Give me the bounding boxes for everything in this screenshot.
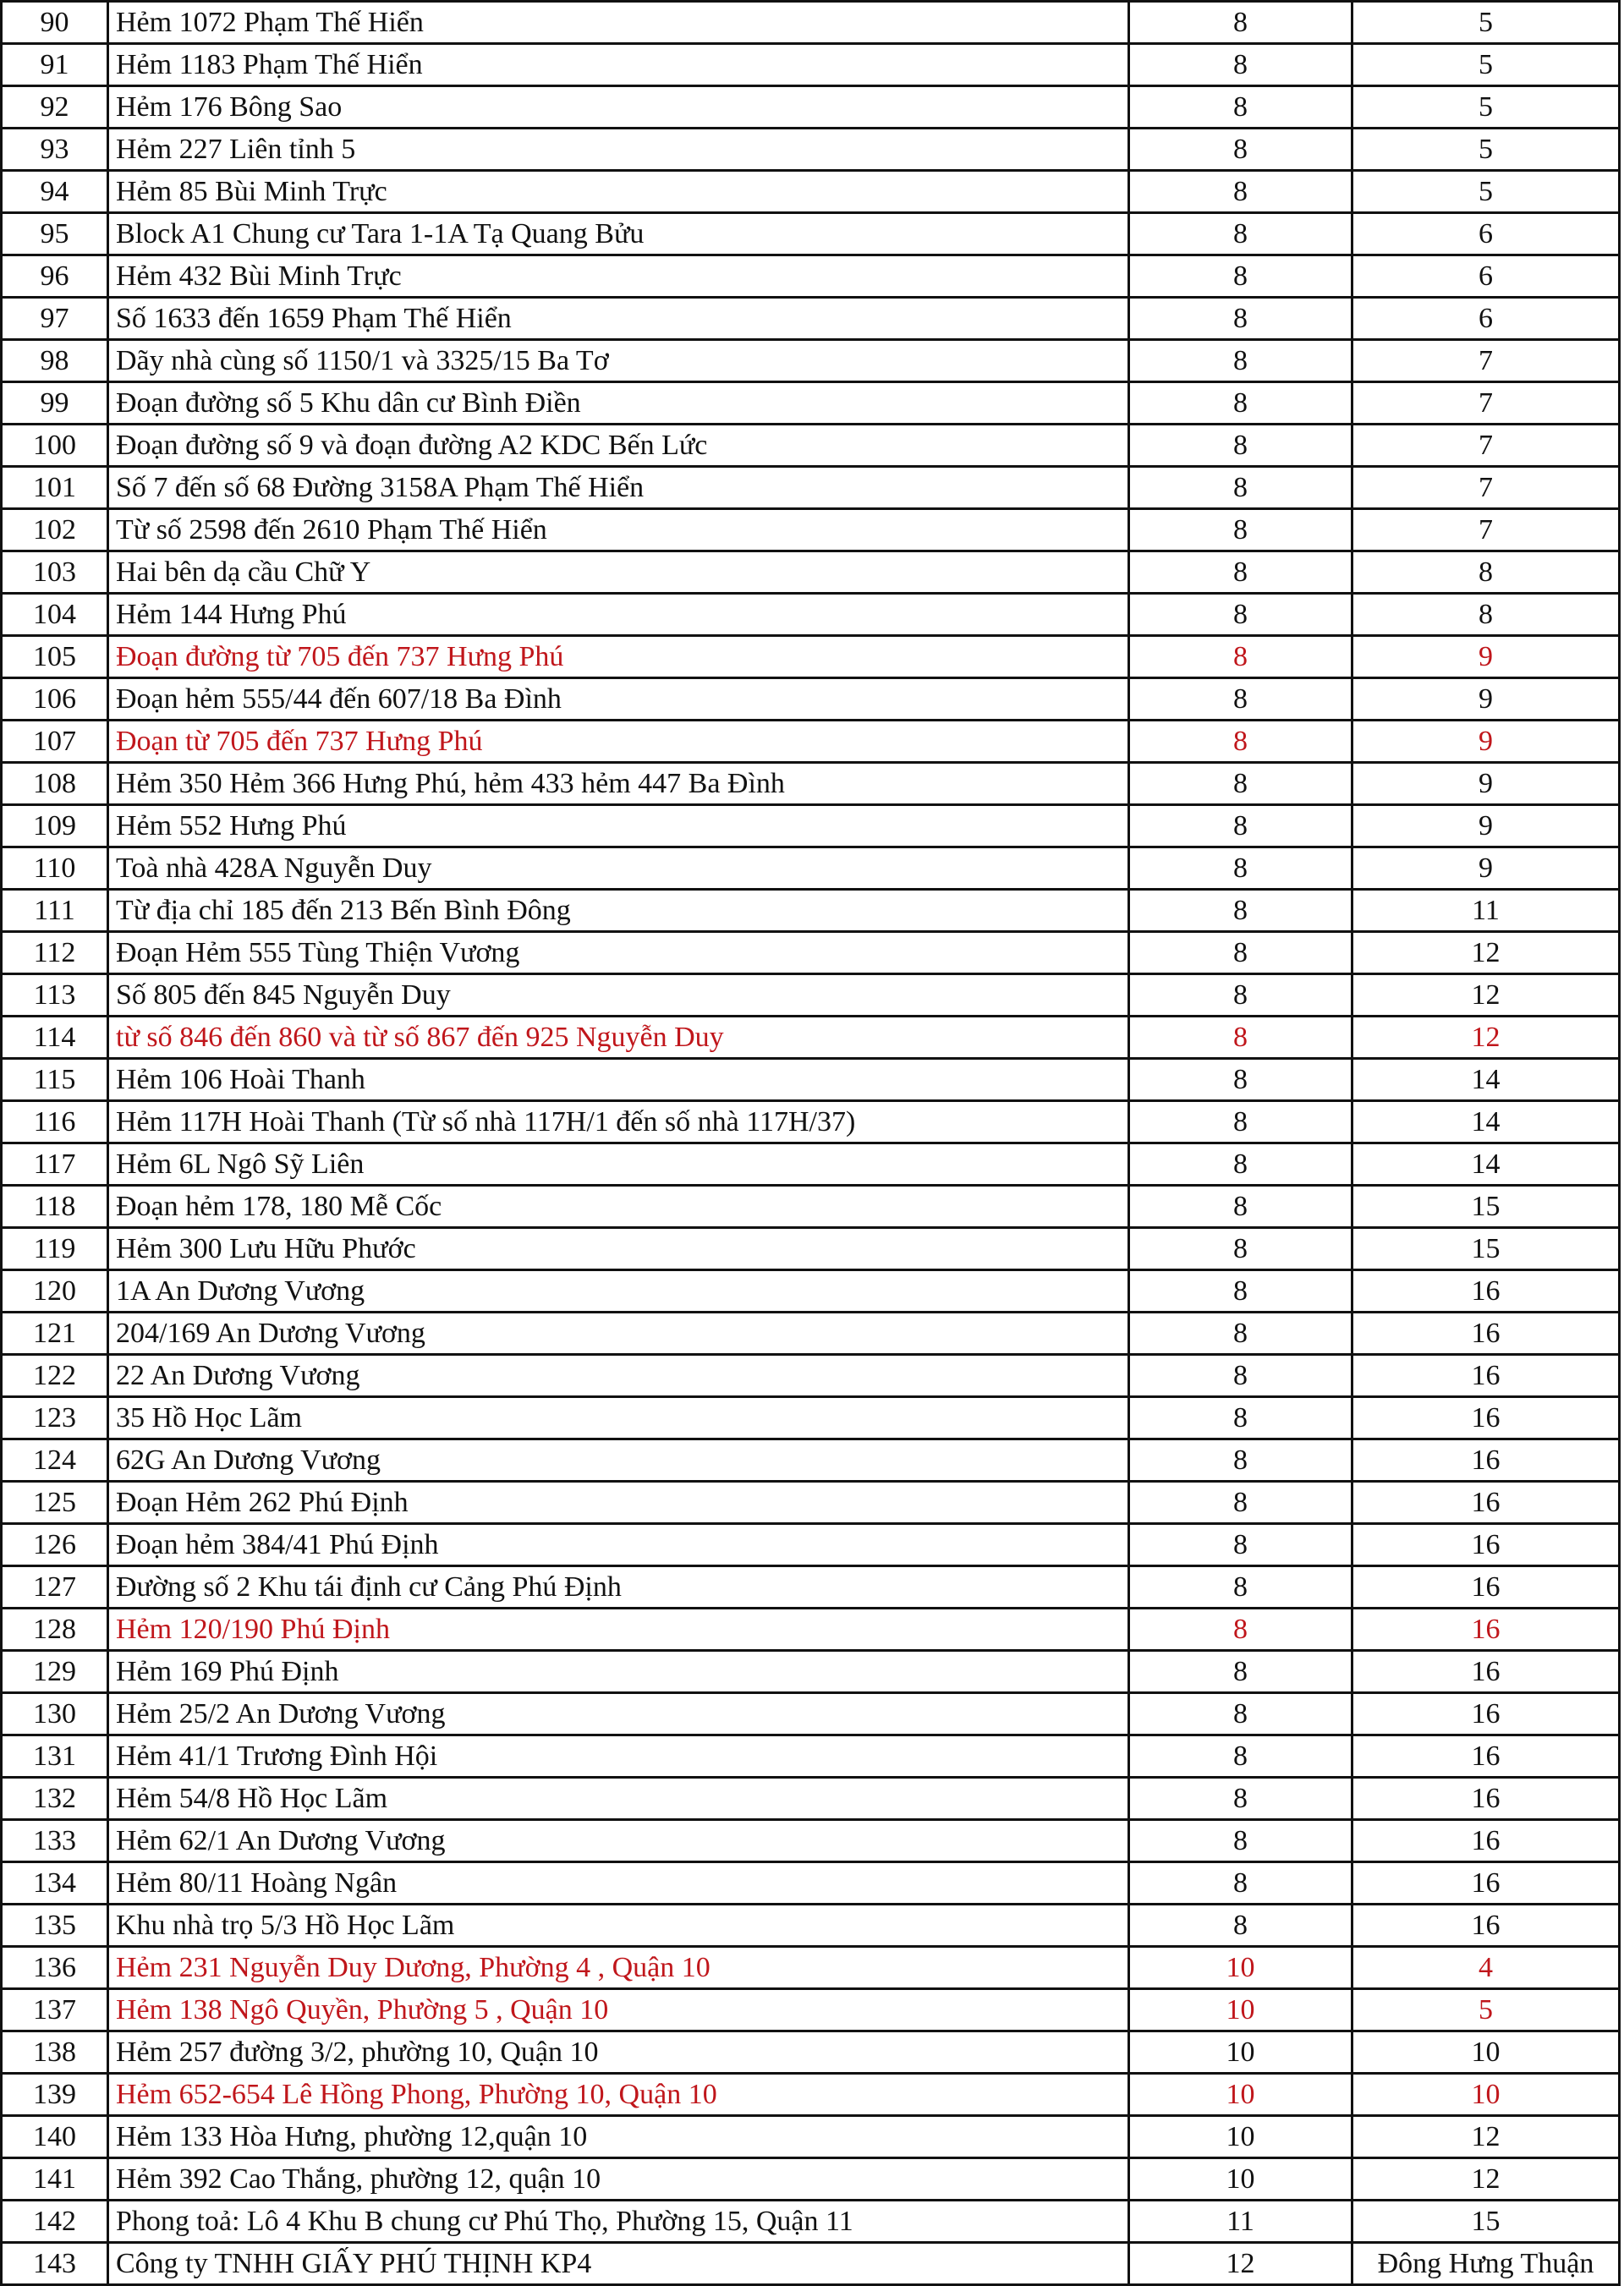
row-number-cell: 140 <box>2 2116 108 2158</box>
location-cell: Khu nhà trọ 5/3 Hồ Học Lãm <box>108 1905 1129 1947</box>
location-cell: Đoạn hẻm 555/44 đến 607/18 Ba Đình <box>108 678 1129 721</box>
table-row <box>2 2243 1620 2285</box>
location-cell: Hẻm 106 Hoài Thanh <box>108 1059 1129 1101</box>
table-row <box>2 1693 1620 1735</box>
table-row <box>2 594 1620 636</box>
ward-cell: 16 <box>1352 1439 1620 1482</box>
row-number-cell: 142 <box>2 2201 108 2243</box>
ward-cell: 7 <box>1352 467 1620 509</box>
table-row <box>2 1524 1620 1566</box>
table-row <box>2 340 1620 382</box>
district-cell: 8 <box>1129 594 1352 636</box>
ward-cell: 6 <box>1352 213 1620 255</box>
row-number-cell: 123 <box>2 1397 108 1439</box>
table-row <box>2 425 1620 467</box>
ward-cell: 16 <box>1352 1820 1620 1862</box>
ward-cell: 5 <box>1352 44 1620 86</box>
row-number-cell: 122 <box>2 1355 108 1397</box>
district-cell: 8 <box>1129 129 1352 171</box>
ward-cell: 11 <box>1352 890 1620 932</box>
table-body <box>2 2 1620 2285</box>
location-cell: Hẻm 117H Hoài Thanh (Từ số nhà 117H/1 đến số nhà 117H/37) <box>108 1101 1129 1143</box>
location-cell: Số 1633 đến 1659 Phạm Thế Hiển <box>108 298 1129 340</box>
location-cell: Hẻm 176 Bông Sao <box>108 86 1129 129</box>
location-cell: 204/169 An Dương Vương <box>108 1313 1129 1355</box>
ward-cell: 10 <box>1352 2074 1620 2116</box>
ward-cell: 6 <box>1352 255 1620 298</box>
row-number-cell: 119 <box>2 1228 108 1270</box>
location-cell: Hẻm 300 Lưu Hữu Phước <box>108 1228 1129 1270</box>
table-row <box>2 636 1620 678</box>
location-cell: Hẻm 1072 Phạm Thế Hiển <box>108 2 1129 44</box>
location-cell: Hẻm 1183 Phạm Thế Hiển <box>108 44 1129 86</box>
location-cell: Hẻm 652-654 Lê Hồng Phong, Phường 10, Quận 10 <box>108 2074 1129 2116</box>
row-number-cell: 118 <box>2 1186 108 1228</box>
ward-cell: 14 <box>1352 1143 1620 1186</box>
location-cell: Hẻm 350 Hẻm 366 Hưng Phú, hẻm 433 hẻm 447 Ba Đình <box>108 763 1129 805</box>
row-number-cell: 96 <box>2 255 108 298</box>
row-number-cell: 138 <box>2 2031 108 2074</box>
location-cell: Toà nhà 428A Nguyễn Duy <box>108 847 1129 890</box>
row-number-cell: 101 <box>2 467 108 509</box>
location-cell: Hẻm 80/11 Hoàng Ngân <box>108 1862 1129 1905</box>
row-number-cell: 139 <box>2 2074 108 2116</box>
table-row <box>2 847 1620 890</box>
table-row <box>2 2 1620 44</box>
table-row <box>2 1355 1620 1397</box>
table-row <box>2 86 1620 129</box>
district-cell: 8 <box>1129 1397 1352 1439</box>
table-row <box>2 1651 1620 1693</box>
ward-cell: 16 <box>1352 1862 1620 1905</box>
location-cell: 22 An Dương Vương <box>108 1355 1129 1397</box>
location-cell: Hẻm 231 Nguyễn Duy Dương, Phường 4 , Quận 10 <box>108 1947 1129 1989</box>
location-cell: Đoạn Hẻm 555 Tùng Thiện Vương <box>108 932 1129 974</box>
district-cell: 8 <box>1129 974 1352 1017</box>
location-cell: Hẻm 62/1 An Dương Vương <box>108 1820 1129 1862</box>
table-row <box>2 805 1620 847</box>
ward-cell: 9 <box>1352 636 1620 678</box>
district-cell: 8 <box>1129 1609 1352 1651</box>
district-cell: 8 <box>1129 1101 1352 1143</box>
row-number-cell: 126 <box>2 1524 108 1566</box>
location-cell: Hẻm 120/190 Phú Định <box>108 1609 1129 1651</box>
location-cell: Hẻm 133 Hòa Hưng, phường 12,quận 10 <box>108 2116 1129 2158</box>
row-number-cell: 97 <box>2 298 108 340</box>
ward-cell: 9 <box>1352 805 1620 847</box>
location-cell: từ số 846 đến 860 và từ số 867 đến 925 Nguyễn Duy <box>108 1017 1129 1059</box>
ward-cell: 9 <box>1352 847 1620 890</box>
ward-cell: 16 <box>1352 1905 1620 1947</box>
ward-cell: 5 <box>1352 129 1620 171</box>
table-row <box>2 1609 1620 1651</box>
district-cell: 8 <box>1129 1270 1352 1313</box>
location-cell: Số 805 đến 845 Nguyễn Duy <box>108 974 1129 1017</box>
district-cell: 8 <box>1129 1820 1352 1862</box>
table-row <box>2 213 1620 255</box>
ward-cell: 16 <box>1352 1524 1620 1566</box>
table-row <box>2 763 1620 805</box>
row-number-cell: 129 <box>2 1651 108 1693</box>
location-cell: Hẻm 552 Hưng Phú <box>108 805 1129 847</box>
row-number-cell: 130 <box>2 1693 108 1735</box>
row-number-cell: 141 <box>2 2158 108 2201</box>
row-number-cell: 106 <box>2 678 108 721</box>
row-number-cell: 98 <box>2 340 108 382</box>
location-cell: Block A1 Chung cư Tara 1-1A Tạ Quang Bửu <box>108 213 1129 255</box>
location-cell: Số 7 đến số 68 Đường 3158A Phạm Thế Hiển <box>108 467 1129 509</box>
table-row <box>2 1862 1620 1905</box>
table-row <box>2 1778 1620 1820</box>
ward-cell: 16 <box>1352 1566 1620 1609</box>
ward-cell: 16 <box>1352 1270 1620 1313</box>
location-cell: Từ số 2598 đến 2610 Phạm Thế Hiển <box>108 509 1129 551</box>
location-cell: Từ địa chỉ 185 đến 213 Bến Bình Đông <box>108 890 1129 932</box>
ward-cell: 16 <box>1352 1313 1620 1355</box>
table-row <box>2 1989 1620 2031</box>
ward-cell: 16 <box>1352 1397 1620 1439</box>
district-cell: 8 <box>1129 1143 1352 1186</box>
table-row <box>2 1313 1620 1355</box>
table-row <box>2 1270 1620 1313</box>
table-row <box>2 129 1620 171</box>
row-number-cell: 108 <box>2 763 108 805</box>
district-cell: 8 <box>1129 551 1352 594</box>
row-number-cell: 117 <box>2 1143 108 1186</box>
row-number-cell: 115 <box>2 1059 108 1101</box>
district-cell: 10 <box>1129 2116 1352 2158</box>
location-cell: Đoạn hẻm 384/41 Phú Định <box>108 1524 1129 1566</box>
row-number-cell: 132 <box>2 1778 108 1820</box>
ward-cell: 15 <box>1352 1186 1620 1228</box>
ward-cell: 9 <box>1352 721 1620 763</box>
location-cell: 62G An Dương Vương <box>108 1439 1129 1482</box>
row-number-cell: 103 <box>2 551 108 594</box>
ward-cell: 12 <box>1352 974 1620 1017</box>
ward-cell: 6 <box>1352 298 1620 340</box>
row-number-cell: 100 <box>2 425 108 467</box>
ward-cell: 7 <box>1352 509 1620 551</box>
location-cell: Hẻm 138 Ngô Quyền, Phường 5 , Quận 10 <box>108 1989 1129 2031</box>
table-row <box>2 171 1620 213</box>
ward-cell: 15 <box>1352 2201 1620 2243</box>
district-cell: 8 <box>1129 1862 1352 1905</box>
row-number-cell: 111 <box>2 890 108 932</box>
row-number-cell: 105 <box>2 636 108 678</box>
location-cell: Đoạn đường số 9 và đoạn đường A2 KDC Bến Lức <box>108 425 1129 467</box>
table-row <box>2 1101 1620 1143</box>
district-cell: 8 <box>1129 1778 1352 1820</box>
row-number-cell: 99 <box>2 382 108 425</box>
district-cell: 8 <box>1129 805 1352 847</box>
ward-cell: 7 <box>1352 340 1620 382</box>
ward-cell: 7 <box>1352 382 1620 425</box>
district-cell: 10 <box>1129 2031 1352 2074</box>
district-cell: 8 <box>1129 425 1352 467</box>
district-cell: 8 <box>1129 932 1352 974</box>
ward-cell: 9 <box>1352 678 1620 721</box>
ward-cell: 15 <box>1352 1228 1620 1270</box>
ward-cell: 14 <box>1352 1101 1620 1143</box>
table-row <box>2 890 1620 932</box>
district-cell: 8 <box>1129 255 1352 298</box>
district-cell: 10 <box>1129 1947 1352 1989</box>
district-cell: 8 <box>1129 721 1352 763</box>
row-number-cell: 137 <box>2 1989 108 2031</box>
row-number-cell: 104 <box>2 594 108 636</box>
row-number-cell: 134 <box>2 1862 108 1905</box>
row-number-cell: 121 <box>2 1313 108 1355</box>
ward-cell: 5 <box>1352 1989 1620 2031</box>
location-cell: Hẻm 227 Liên tỉnh 5 <box>108 129 1129 171</box>
location-cell: Công ty TNHH GIẤY PHÚ THỊNH KP4 <box>108 2243 1129 2285</box>
location-cell: 35 Hồ Học Lãm <box>108 1397 1129 1439</box>
location-cell: Đoạn đường số 5 Khu dân cư Bình Điền <box>108 382 1129 425</box>
row-number-cell: 112 <box>2 932 108 974</box>
district-cell: 8 <box>1129 1017 1352 1059</box>
table-row <box>2 255 1620 298</box>
row-number-cell: 133 <box>2 1820 108 1862</box>
table-row <box>2 44 1620 86</box>
row-number-cell: 128 <box>2 1609 108 1651</box>
ward-cell: 8 <box>1352 594 1620 636</box>
district-cell: 8 <box>1129 1651 1352 1693</box>
ward-cell: 5 <box>1352 171 1620 213</box>
ward-cell: 4 <box>1352 1947 1620 1989</box>
location-cell: Đoạn hẻm 178, 180 Mễ Cốc <box>108 1186 1129 1228</box>
district-cell: 8 <box>1129 847 1352 890</box>
table-row <box>2 932 1620 974</box>
district-cell: 8 <box>1129 1228 1352 1270</box>
row-number-cell: 135 <box>2 1905 108 1947</box>
row-number-cell: 136 <box>2 1947 108 1989</box>
row-number-cell: 94 <box>2 171 108 213</box>
district-cell: 8 <box>1129 1186 1352 1228</box>
location-cell: Hẻm 257 đường 3/2, phường 10, Quận 10 <box>108 2031 1129 2074</box>
location-cell: Đoạn Hẻm 262 Phú Định <box>108 1482 1129 1524</box>
district-cell: 8 <box>1129 86 1352 129</box>
ward-cell: 12 <box>1352 932 1620 974</box>
location-cell: Hẻm 54/8 Hồ Học Lãm <box>108 1778 1129 1820</box>
location-cell: 1A An Dương Vương <box>108 1270 1129 1313</box>
table-row <box>2 2158 1620 2201</box>
location-cell: Đường số 2 Khu tái định cư Cảng Phú Định <box>108 1566 1129 1609</box>
location-cell: Đoạn đường từ 705 đến 737 Hưng Phú <box>108 636 1129 678</box>
district-cell: 10 <box>1129 1989 1352 2031</box>
ward-cell: 9 <box>1352 763 1620 805</box>
location-cell: Hẻm 432 Bùi Minh Trực <box>108 255 1129 298</box>
district-cell: 8 <box>1129 509 1352 551</box>
row-number-cell: 102 <box>2 509 108 551</box>
table-row <box>2 721 1620 763</box>
district-cell: 12 <box>1129 2243 1352 2285</box>
district-cell: 8 <box>1129 1059 1352 1101</box>
row-number-cell: 91 <box>2 44 108 86</box>
table-row <box>2 1947 1620 1989</box>
ward-cell: 5 <box>1352 2 1620 44</box>
table-row <box>2 1735 1620 1778</box>
district-cell: 8 <box>1129 467 1352 509</box>
ward-cell: 16 <box>1352 1355 1620 1397</box>
district-cell: 8 <box>1129 171 1352 213</box>
ward-cell: 16 <box>1352 1482 1620 1524</box>
table-row <box>2 2074 1620 2116</box>
row-number-cell: 114 <box>2 1017 108 1059</box>
district-cell: 8 <box>1129 382 1352 425</box>
table-row <box>2 2201 1620 2243</box>
table-row <box>2 678 1620 721</box>
district-cell: 8 <box>1129 678 1352 721</box>
table-row <box>2 467 1620 509</box>
ward-cell: 7 <box>1352 425 1620 467</box>
table-row <box>2 1397 1620 1439</box>
district-cell: 8 <box>1129 1693 1352 1735</box>
ward-cell: 12 <box>1352 2116 1620 2158</box>
location-cell: Hẻm 392 Cao Thắng, phường 12, quận 10 <box>108 2158 1129 2201</box>
district-cell: 8 <box>1129 1905 1352 1947</box>
table-row <box>2 974 1620 1017</box>
row-number-cell: 93 <box>2 129 108 171</box>
row-number-cell: 131 <box>2 1735 108 1778</box>
district-cell: 8 <box>1129 2 1352 44</box>
table-row <box>2 1482 1620 1524</box>
ward-cell: 16 <box>1352 1609 1620 1651</box>
ward-cell: 12 <box>1352 2158 1620 2201</box>
district-cell: 8 <box>1129 44 1352 86</box>
ward-cell: 5 <box>1352 86 1620 129</box>
location-cell: Phong toả: Lô 4 Khu B chung cư Phú Thọ, Phường 15, Quận 11 <box>108 2201 1129 2243</box>
row-number-cell: 110 <box>2 847 108 890</box>
row-number-cell: 92 <box>2 86 108 129</box>
row-number-cell: 95 <box>2 213 108 255</box>
location-cell: Hẻm 6L Ngô Sỹ Liên <box>108 1143 1129 1186</box>
ward-cell: 14 <box>1352 1059 1620 1101</box>
table-row <box>2 551 1620 594</box>
location-cell: Hẻm 41/1 Trương Đình Hội <box>108 1735 1129 1778</box>
table-row <box>2 1143 1620 1186</box>
district-cell: 10 <box>1129 2158 1352 2201</box>
table-row <box>2 509 1620 551</box>
district-cell: 8 <box>1129 763 1352 805</box>
row-number-cell: 120 <box>2 1270 108 1313</box>
row-number-cell: 125 <box>2 1482 108 1524</box>
district-cell: 8 <box>1129 1566 1352 1609</box>
ward-cell: 16 <box>1352 1693 1620 1735</box>
district-cell: 8 <box>1129 298 1352 340</box>
district-cell: 8 <box>1129 1313 1352 1355</box>
table-row <box>2 1820 1620 1862</box>
row-number-cell: 109 <box>2 805 108 847</box>
row-number-cell: 107 <box>2 721 108 763</box>
row-number-cell: 127 <box>2 1566 108 1609</box>
row-number-cell: 116 <box>2 1101 108 1143</box>
district-cell: 8 <box>1129 213 1352 255</box>
row-number-cell: 143 <box>2 2243 108 2285</box>
row-number-cell: 113 <box>2 974 108 1017</box>
ward-cell: 10 <box>1352 2031 1620 2074</box>
location-cell: Đoạn từ 705 đến 737 Hưng Phú <box>108 721 1129 763</box>
district-cell: 8 <box>1129 890 1352 932</box>
location-cell: Hai bên dạ cầu Chữ Y <box>108 551 1129 594</box>
ward-cell: 16 <box>1352 1735 1620 1778</box>
district-cell: 11 <box>1129 2201 1352 2243</box>
table-row <box>2 1905 1620 1947</box>
location-cell: Hẻm 85 Bùi Minh Trực <box>108 171 1129 213</box>
table-row <box>2 298 1620 340</box>
table-row <box>2 1017 1620 1059</box>
table-row <box>2 2031 1620 2074</box>
ward-cell: 8 <box>1352 551 1620 594</box>
location-cell: Dãy nhà cùng số 1150/1 và 3325/15 Ba Tơ <box>108 340 1129 382</box>
district-cell: 8 <box>1129 1482 1352 1524</box>
ward-cell: 12 <box>1352 1017 1620 1059</box>
table-row <box>2 2116 1620 2158</box>
ward-cell: Đông Hưng Thuận <box>1352 2243 1620 2285</box>
district-cell: 8 <box>1129 340 1352 382</box>
location-cell: Hẻm 169 Phú Định <box>108 1651 1129 1693</box>
table-row <box>2 1059 1620 1101</box>
district-cell: 10 <box>1129 2074 1352 2116</box>
district-cell: 8 <box>1129 1735 1352 1778</box>
table-row <box>2 1186 1620 1228</box>
ward-cell: 16 <box>1352 1651 1620 1693</box>
table-row <box>2 382 1620 425</box>
ward-cell: 16 <box>1352 1778 1620 1820</box>
district-cell: 8 <box>1129 1524 1352 1566</box>
location-cell: Hẻm 144 Hưng Phú <box>108 594 1129 636</box>
location-cell: Hẻm 25/2 An Dương Vương <box>108 1693 1129 1735</box>
district-cell: 8 <box>1129 1355 1352 1397</box>
district-cell: 8 <box>1129 1439 1352 1482</box>
table-row <box>2 1439 1620 1482</box>
table-row <box>2 1566 1620 1609</box>
district-cell: 8 <box>1129 636 1352 678</box>
row-number-cell: 124 <box>2 1439 108 1482</box>
row-number-cell: 90 <box>2 2 108 44</box>
table-row <box>2 1228 1620 1270</box>
